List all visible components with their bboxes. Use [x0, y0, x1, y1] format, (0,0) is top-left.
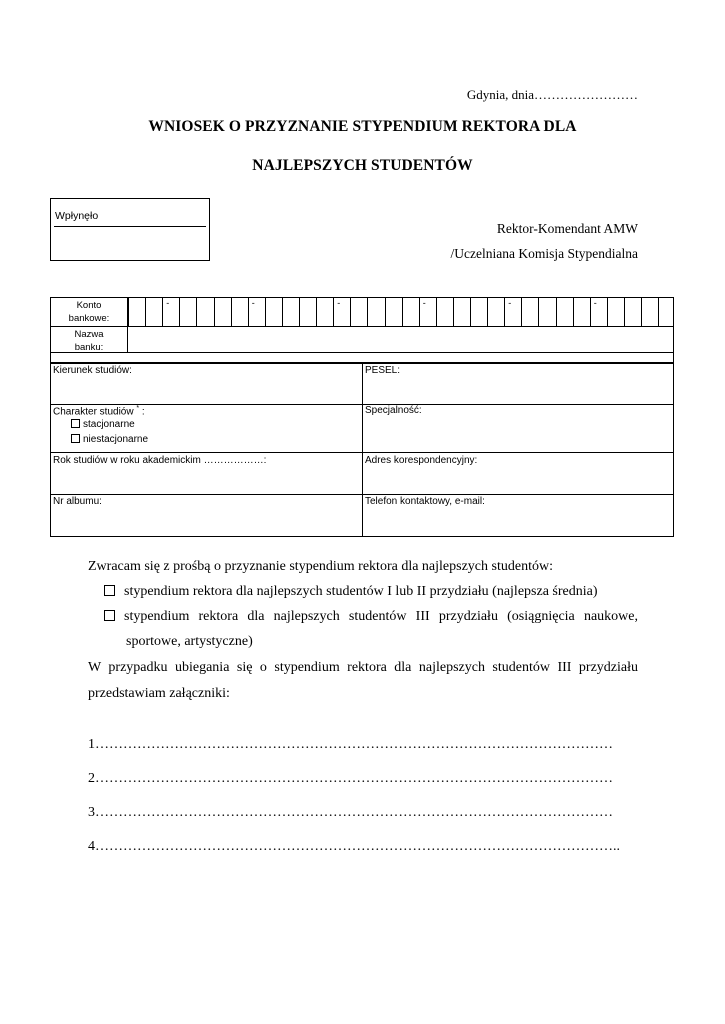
account-digit-cell[interactable] [436, 298, 453, 326]
account-digit-cell[interactable] [367, 298, 384, 326]
attachment-line-4[interactable]: 4………………………………………………………………………………………………….. [88, 839, 620, 854]
account-digit-cell[interactable] [538, 298, 555, 326]
info-row-separator [51, 452, 673, 453]
account-digit-cell[interactable] [282, 298, 299, 326]
pesel-field[interactable]: PESEL: [365, 365, 401, 376]
part-time-option[interactable] [71, 434, 148, 445]
account-digit-cell[interactable] [573, 298, 590, 326]
account-digit-cell[interactable] [521, 298, 538, 326]
account-digit-cell[interactable] [385, 298, 402, 326]
bank-account-table [50, 297, 674, 363]
account-digit-cell[interactable] [607, 298, 624, 326]
account-digit-cell[interactable] [556, 298, 573, 326]
account-label-line-1: Konto [76, 300, 102, 311]
option-2-label: stypendium rektora dla najlepszych studentów III przydziału (osiągnięcia naukowe, [124, 609, 638, 624]
account-digit-cell[interactable] [658, 298, 675, 326]
attachments-intro-line-1: W przypadku ubiegania się o stypendium rektora dla najlepszych studentów III przydziału [88, 660, 638, 675]
study-mode-footnote-mark: * [136, 405, 140, 412]
checkbox-icon[interactable] [71, 434, 80, 443]
account-digit-cell[interactable] [453, 298, 470, 326]
form-title-line-2: NAJLEPSZYCH STUDENTÓW [252, 157, 473, 174]
account-digit-cell[interactable] [624, 298, 641, 326]
account-digit-cell[interactable]: - [504, 298, 521, 326]
contact-field[interactable]: Telefon kontaktowy, e-mail: [365, 496, 485, 507]
checkbox-icon[interactable] [104, 585, 115, 596]
option-1-label: stypendium rektora dla najlepszych studentów I lub II przydziału (najlepsza średnia) [124, 584, 598, 599]
bank-name-label-line-1: Nazwa [74, 329, 104, 340]
received-label: Wpłynęło [55, 210, 99, 222]
field-of-study-field[interactable]: Kierunek studiów: [53, 365, 132, 376]
option-2-continuation: sportowe, artystyczne) [126, 634, 253, 649]
correspondence-address-field[interactable]: Adres korespondencyjny: [365, 455, 478, 466]
form-title-line-1: WNIOSEK O PRZYZNANIE STYPENDIUM REKTORA DLA [148, 118, 577, 135]
bank-name-label [51, 327, 128, 352]
account-digit-cell[interactable] [316, 298, 333, 326]
option-scholarship-grade-3[interactable] [104, 609, 638, 625]
received-underline [54, 226, 206, 227]
addressee-rector: Rektor-Komendant AMW [496, 221, 638, 236]
bank-account-row [51, 298, 673, 327]
student-info-table [50, 363, 674, 537]
option-scholarship-grade-1-2[interactable] [104, 584, 638, 600]
full-time-label: stacjonarne [83, 419, 135, 430]
request-intro: Zwracam się z prośbą o przyznanie stypendium rektora dla najlepszych studentów: [88, 559, 553, 574]
account-digit-cell[interactable] [299, 298, 316, 326]
full-time-option[interactable] [71, 419, 135, 430]
account-digit-cell[interactable] [214, 298, 231, 326]
info-row-separator [51, 494, 673, 495]
account-digit-cell[interactable]: - [162, 298, 179, 326]
account-digit-cell[interactable] [128, 298, 145, 326]
study-mode-text: Charakter studiów [53, 406, 134, 418]
year-of-study-field[interactable]: Rok studiów w roku akademickim ………………: [53, 455, 267, 466]
account-digit-cell[interactable] [487, 298, 504, 326]
checkbox-icon[interactable] [104, 610, 115, 621]
account-digit-cell[interactable] [402, 298, 419, 326]
part-time-label: niestacjonarne [83, 434, 149, 445]
place-date-line: Gdynia, dnia…………………… [466, 87, 638, 102]
study-mode-colon: : [141, 406, 145, 418]
info-table-divider [362, 364, 363, 536]
study-mode-label [53, 405, 145, 417]
addressee-committee: /Uczelniana Komisja Stypendialna [450, 246, 638, 261]
specialization-field[interactable]: Specjalność: [365, 405, 422, 416]
checkbox-icon[interactable] [71, 419, 80, 428]
account-digit-cell[interactable] [265, 298, 282, 326]
account-digit-cell[interactable]: - [248, 298, 265, 326]
account-number-label [51, 298, 128, 326]
account-label-line-2: bankowe: [68, 313, 110, 324]
account-digit-cell[interactable]: - [419, 298, 436, 326]
bank-name-row[interactable] [51, 327, 673, 353]
account-digit-cell[interactable] [641, 298, 658, 326]
account-digit-cell[interactable]: - [333, 298, 350, 326]
attachment-line-2[interactable]: 2………………………………………………………………………………………………… [88, 771, 613, 786]
account-digit-cell[interactable] [350, 298, 367, 326]
bank-name-label-line-2: banku: [74, 342, 104, 353]
account-digit-cell[interactable] [145, 298, 162, 326]
account-digit-cell[interactable]: - [590, 298, 607, 326]
attachments-intro-line-2: przedstawiam załączniki: [88, 686, 230, 701]
bank-spacer-row [51, 353, 673, 362]
account-digit-cell[interactable] [179, 298, 196, 326]
account-digit-cell[interactable] [196, 298, 213, 326]
attachment-line-3[interactable]: 3………………………………………………………………………………………………… [88, 805, 613, 820]
album-number-field[interactable]: Nr albumu: [53, 496, 102, 507]
attachment-line-1[interactable]: 1………………………………………………………………………………………………… [88, 737, 613, 752]
account-digit-cell[interactable] [470, 298, 487, 326]
received-stamp-box [50, 198, 210, 261]
account-digit-cell[interactable] [231, 298, 248, 326]
